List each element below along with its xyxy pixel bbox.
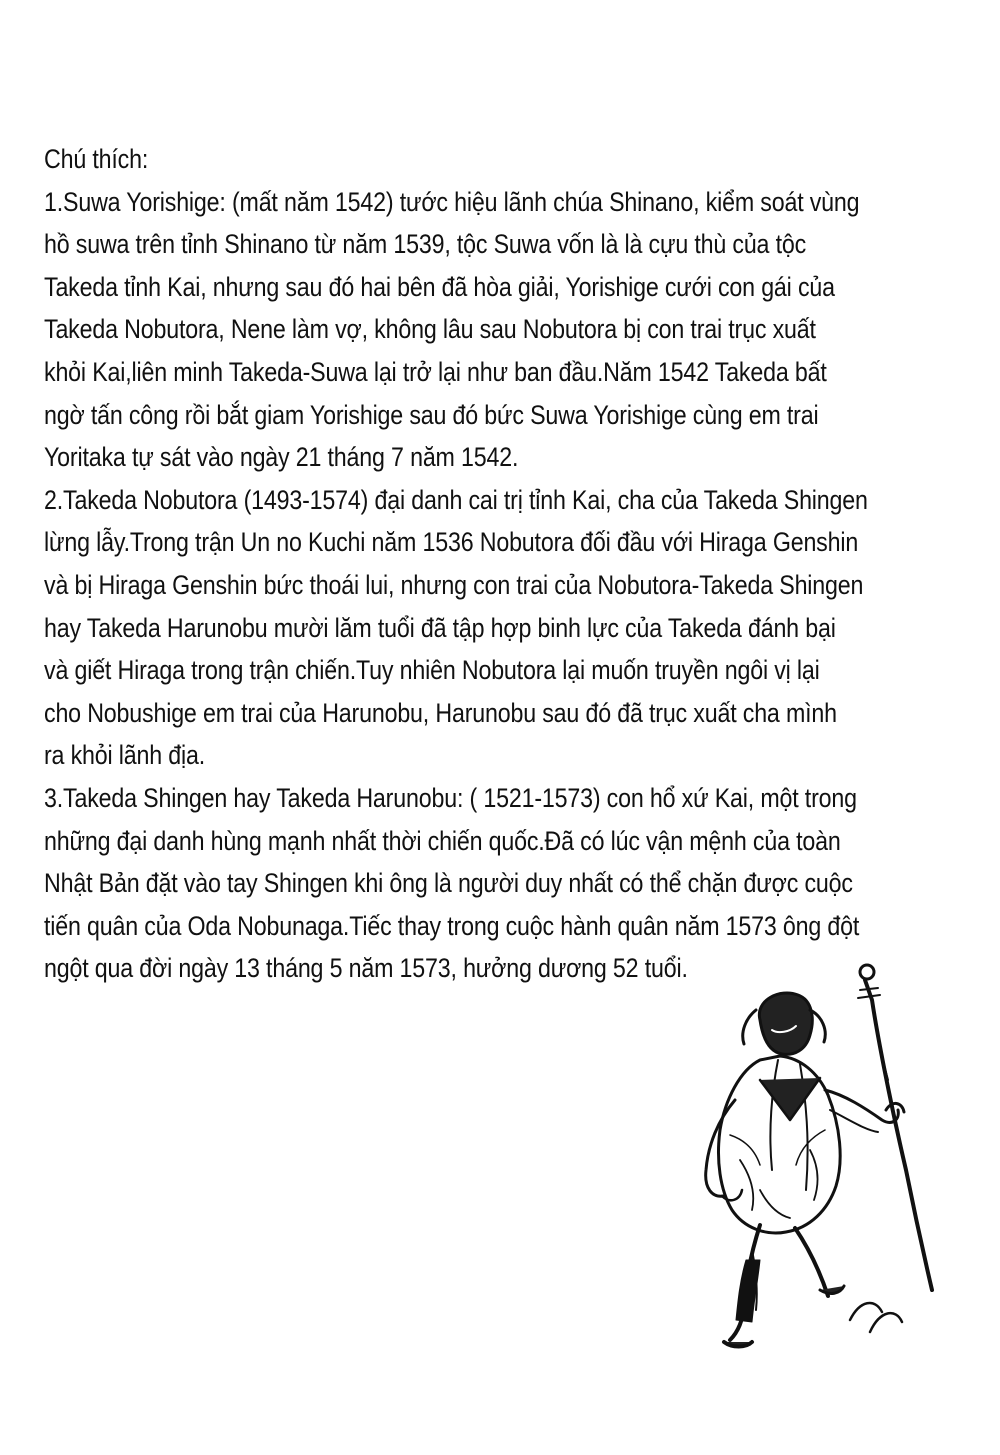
note-line: ngột qua đời ngày 13 tháng 5 năm 1573, hưởng dương 52 tuổi. <box>44 953 688 984</box>
note-line: Takeda Nobutora, Nene làm vợ, không lâu sau Nobutora bị con trai trục xuất <box>44 314 816 345</box>
note-line: hồ suwa trên tỉnh Shinano từ năm 1539, tộc Suwa vốn là là cựu thù của tộc <box>44 229 807 260</box>
note-line: 1.Suwa Yorishige: (mất năm 1542) tước hiệu lãnh chúa Shinano, kiểm soát vùng <box>44 186 860 217</box>
note-line: 2.Takeda Nobutora (1493-1574) đại danh cai trị tỉnh Kai, cha của Takeda Shingen <box>44 484 868 515</box>
notes-heading: Chú thích: <box>44 144 149 174</box>
note-line: Takeda tỉnh Kai, nhưng sau đó hai bên đã hòa giải, Yorishige cưới con gái của <box>44 271 835 302</box>
note-line: và giết Hiraga trong trận chiến.Tuy nhiên Nobutora lại muốn truyền ngôi vị lại <box>44 655 820 686</box>
note-line: khỏi Kai,liên minh Takeda-Suwa lại trở lại như ban đầu.Năm 1542 Takeda bất <box>44 356 827 387</box>
running-samurai-with-staff-icon <box>660 960 960 1380</box>
note-line: Nhật Bản đặt vào tay Shingen khi ông là người duy nhất có thể chặn được cuộc <box>44 868 853 899</box>
note-line: Yoritaka tự sát vào ngày 21 tháng 7 năm 1542. <box>44 442 519 473</box>
note-line: 3.Takeda Shingen hay Takeda Harunobu: ( 1521-1573) con hổ xứ Kai, một trong <box>44 782 857 813</box>
note-line: ra khỏi lãnh địa. <box>44 740 206 771</box>
note-line: hay Takeda Harunobu mười lăm tuổi đã tập hợp binh lực của Takeda đánh bại <box>44 612 836 643</box>
note-line: tiến quân của Oda Nobunaga.Tiếc thay trong cuộc hành quân năm 1573 ông đột <box>44 910 860 941</box>
note-line: và bị Hiraga Genshin bức thoái lui, nhưng con trai của Nobutora-Takeda Shingen <box>44 569 864 600</box>
note-line: lừng lẫy.Trong trận Un no Kuchi năm 1536 Nobutora đối đầu với Hiraga Genshin <box>44 527 859 558</box>
note-line: những đại danh hùng mạnh nhất thời chiến quốc.Đã có lúc vận mệnh của toàn <box>44 825 841 856</box>
footnotes-text-block <box>44 138 969 990</box>
note-line: ngờ tấn công rồi bắt giam Yorishige sau đó bức Suwa Yorishige cùng em trai <box>44 399 819 430</box>
note-line: cho Nobushige em trai của Harunobu, Harunobu sau đó đã trục xuất cha mình <box>44 697 837 728</box>
